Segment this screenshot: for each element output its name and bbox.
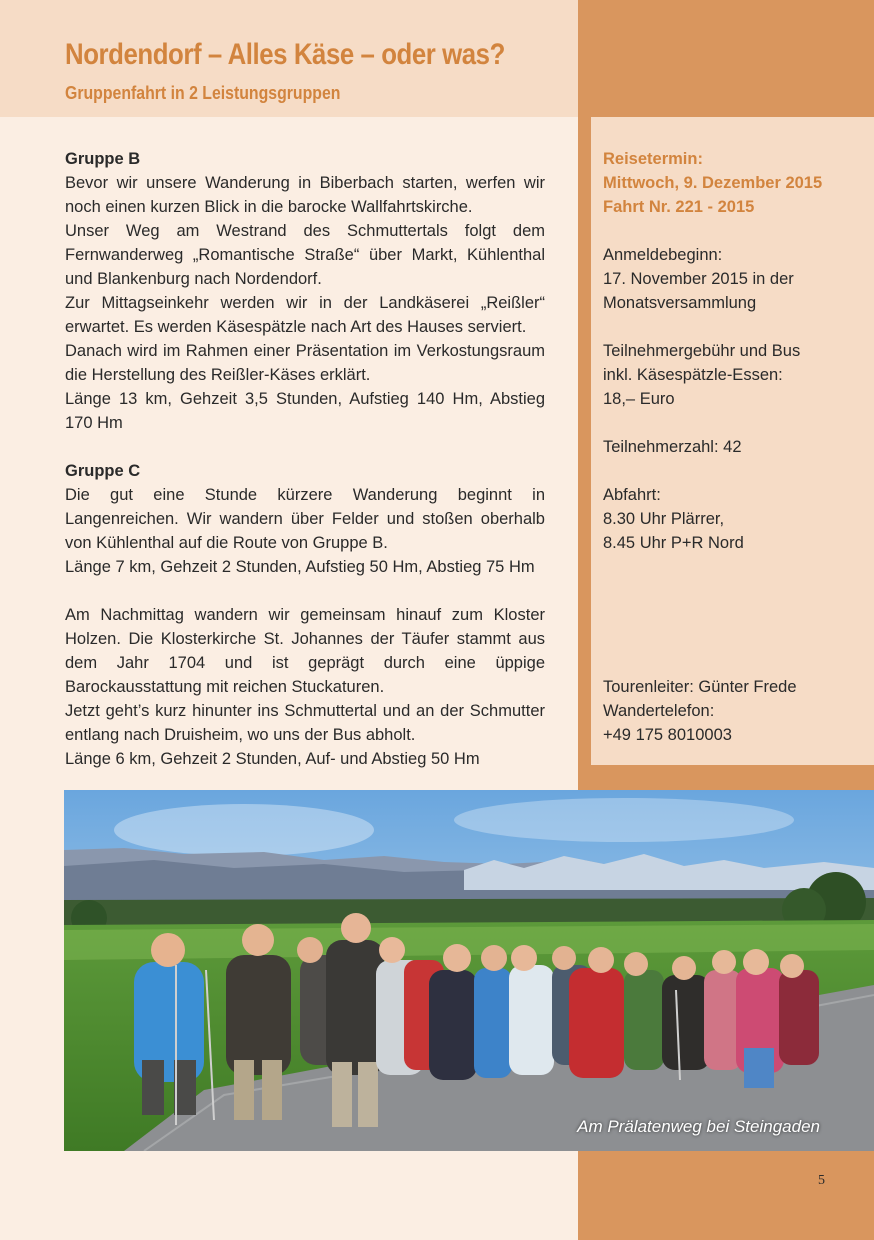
abfahrt-label: Abfahrt: — [603, 486, 661, 504]
group-photo — [64, 790, 874, 1151]
group-b-route: Unser Weg am Westrand des Schmuttertals folgt dem Fernwanderweg „Romantische Straße“ über Markt, Kühlenthal und Blankenburg nach Nordendorf. — [65, 222, 545, 288]
group-c-text: Die gut eine Stunde kürzere Wanderung beginnt in Langenreichen. Wir wandern über Felder und stoßen oberhalb von Kühlenthal auf die Route von Gruppe B. — [65, 486, 545, 552]
afternoon-text-2: Jetzt geht’s kurz hinunter ins Schmuttertal und an der Schmutter entlang nach Druisheim, wo uns der Bus abholt. — [65, 702, 545, 744]
gebuehr-label-1: Teilnehmergebühr und Bus — [603, 342, 801, 360]
page-title: Nordendorf – Alles Käse – oder was? — [65, 38, 505, 71]
gebuehr-label-2: inkl. Käsespätzle-Essen: — [603, 366, 783, 384]
group-c-heading: Gruppe C — [65, 462, 141, 480]
phone-number: +49 175 8010003 — [603, 726, 732, 744]
afternoon-stats: Länge 6 km, Gehzeit 2 Stunden, Auf- und Abstieg 50 Hm — [65, 750, 480, 768]
group-c-stats: Länge 7 km, Gehzeit 2 Stunden, Aufstieg 50 Hm, Abstieg 75 Hm — [65, 558, 535, 576]
reisetermin-date: Mittwoch, 9. Dezember 2015 — [603, 174, 823, 192]
group-b-heading: Gruppe B — [65, 150, 141, 168]
photo-illustration — [64, 790, 874, 1151]
page-subtitle: Gruppenfahrt in 2 Leistungsgruppen — [65, 83, 341, 103]
teilnehmerzahl: Teilnehmerzahl: 42 — [603, 438, 742, 456]
group-b-intro: Bevor wir unsere Wanderung in Biberbach starten, werfen wir noch einen kurzen Blick in die barocke Wallfahrtskirche. — [65, 174, 545, 216]
photo-caption: Am Prälatenweg bei Steingaden — [577, 1117, 820, 1136]
anmelde-value-1: 17. November 2015 in der — [603, 270, 794, 288]
phone-label: Wandertelefon: — [603, 702, 715, 720]
abfahrt-2: 8.45 Uhr P+R Nord — [603, 534, 744, 552]
group-b-stats: Länge 13 km, Gehzeit 3,5 Stunden, Aufstieg 140 Hm, Abstieg 170 Hm — [65, 390, 545, 432]
tour-leader: Tourenleiter: Günter Frede — [603, 678, 797, 696]
group-b-presentation: Danach wird im Rahmen einer Präsentation im Verkostungsraum die Herstellung des Reißler-Käses erklärt. — [65, 342, 545, 384]
group-b-lunch: Zur Mittagseinkehr werden wir in der Landkäserei „Reißler“ erwartet. Es werden Käsespätzle nach Art des Hauses serviert. — [65, 294, 545, 336]
afternoon-text: Am Nachmittag wandern wir gemeinsam hinauf zum Kloster Holzen. Die Klosterkirche St. Johannes der Täufer stammt aus dem Jahr 1704 und ist geprägt durch eine üppige Barockausstattung mit reichen Stuckaturen. — [65, 606, 545, 696]
main-text-column — [65, 147, 545, 771]
gebuehr-value: 18,– Euro — [603, 390, 675, 408]
anmelde-label: Anmeldebeginn: — [603, 246, 723, 264]
fahrt-number: Fahrt Nr. 221 - 2015 — [603, 198, 755, 216]
abfahrt-1: 8.30 Uhr Plärrer, — [603, 510, 725, 528]
reisetermin-label: Reisetermin: — [603, 150, 703, 168]
page-number: 5 — [818, 1173, 825, 1188]
anmelde-value-2: Monatsversammlung — [603, 294, 757, 312]
sidebar-info — [603, 147, 863, 747]
